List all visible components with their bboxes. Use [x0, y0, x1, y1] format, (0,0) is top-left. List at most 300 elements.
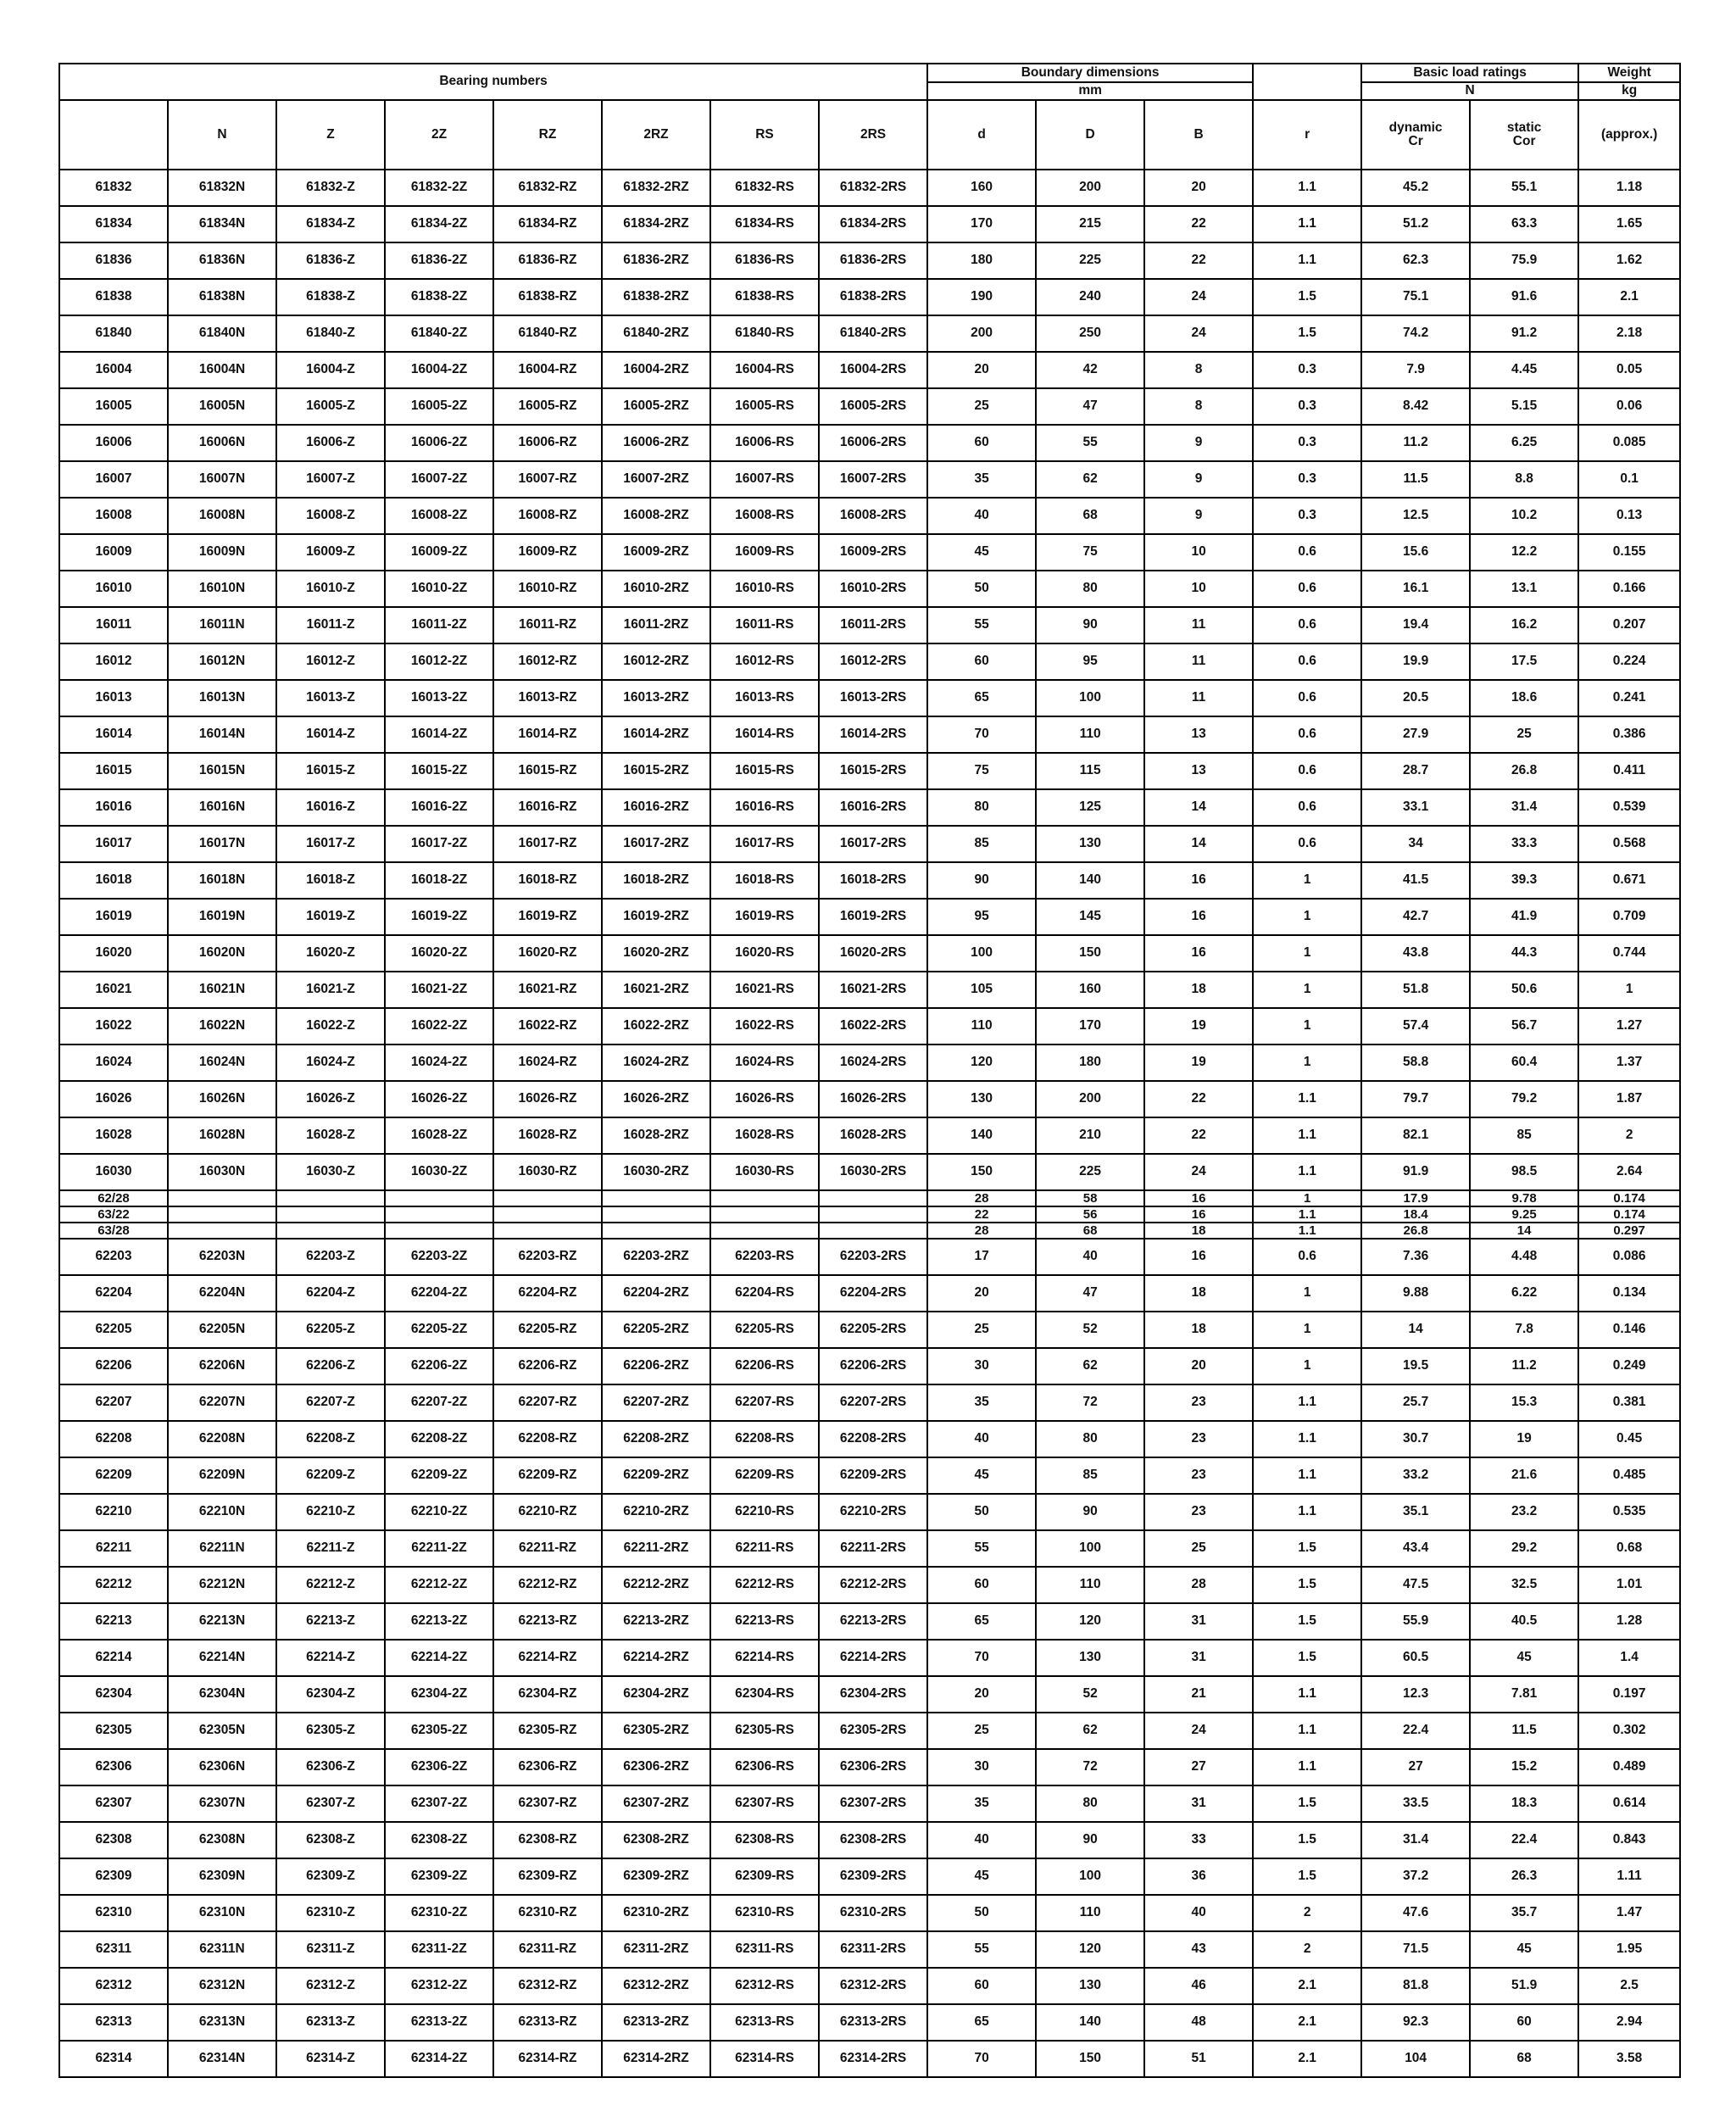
cell-2rz: 16022-2RZ: [602, 1008, 710, 1045]
cell-rs: 61836-RS: [710, 242, 819, 279]
col-rz-header: RZ: [493, 100, 602, 170]
table-row: [59, 498, 1680, 534]
cell-rz: 16020-RZ: [493, 935, 602, 972]
cell-weight: 1.65: [1578, 206, 1680, 242]
cell-n: 16021N: [168, 972, 276, 1008]
cell-z: 16017-Z: [276, 826, 385, 862]
cell-rs: 61832-RS: [710, 170, 819, 206]
cell-weight: 0.843: [1578, 1822, 1680, 1858]
col-static-header: [1470, 100, 1578, 170]
cell-d: 130: [927, 1081, 1036, 1117]
cell-n: 61840N: [168, 315, 276, 352]
cell-rs: 16010-RS: [710, 571, 819, 607]
cell-n: 61834N: [168, 206, 276, 242]
cell-static-cor: 11.5: [1470, 1713, 1578, 1749]
cell-dynamic-cr: 79.7: [1361, 1081, 1470, 1117]
cell-weight: 3.58: [1578, 2041, 1680, 2077]
cell-r: 1.5: [1253, 1603, 1361, 1640]
cell-b: 43: [1144, 1931, 1253, 1968]
cell-z: 62306-Z: [276, 1749, 385, 1785]
cell-b: 19: [1144, 1008, 1253, 1045]
cell-d: 45: [927, 1858, 1036, 1895]
cell-base: 16020: [59, 935, 168, 972]
cell-z: 62213-Z: [276, 1603, 385, 1640]
bearing-numbers-header: Bearing numbers: [59, 64, 927, 100]
cr-label: Cr: [1408, 134, 1423, 148]
boundary-dimensions-header: Boundary dimensions: [927, 64, 1253, 82]
cell-weight: 0.241: [1578, 680, 1680, 716]
cell-2rz: 62309-2RZ: [602, 1858, 710, 1895]
cell-n: 62305N: [168, 1713, 276, 1749]
cell-d: 25: [927, 1312, 1036, 1348]
col-b-header: B: [1144, 100, 1253, 170]
cell-2z: 62211-2Z: [385, 1530, 493, 1567]
cell-dynamic-cr: 92.3: [1361, 2004, 1470, 2041]
cell-rs: [710, 1190, 819, 1206]
cell-static-cor: 50.6: [1470, 972, 1578, 1008]
dynamic-label: dynamic: [1388, 120, 1443, 135]
cell-r: 2: [1253, 1931, 1361, 1968]
table-row: [59, 753, 1680, 789]
cell-n: 62304N: [168, 1676, 276, 1713]
cell-base: 62212: [59, 1567, 168, 1603]
cell-2rs: 62306-2RS: [819, 1749, 927, 1785]
cell-rs: 62204-RS: [710, 1275, 819, 1312]
cell-base: 62308: [59, 1822, 168, 1858]
cell-outer-d: 120: [1036, 1931, 1144, 1968]
cell-dynamic-cr: 37.2: [1361, 1858, 1470, 1895]
cell-r: 1: [1253, 1045, 1361, 1081]
cell-b: 20: [1144, 1348, 1253, 1384]
cell-d: 190: [927, 279, 1036, 315]
table-row: [59, 1968, 1680, 2004]
cell-2rs: 16016-2RS: [819, 789, 927, 826]
table-row: [59, 1457, 1680, 1494]
cell-z: 62304-Z: [276, 1676, 385, 1713]
table-row: [59, 826, 1680, 862]
cell-dynamic-cr: 12.5: [1361, 498, 1470, 534]
cell-2z: 16007-2Z: [385, 461, 493, 498]
cell-rz: 61838-RZ: [493, 279, 602, 315]
cell-2rs: 62304-2RS: [819, 1676, 927, 1713]
cell-z: 61840-Z: [276, 315, 385, 352]
cell-static-cor: 63.3: [1470, 206, 1578, 242]
basic-load-ratings-header: Basic load ratings: [1361, 64, 1578, 82]
cell-static-cor: 32.5: [1470, 1567, 1578, 1603]
cell-r: 0.6: [1253, 680, 1361, 716]
cell-dynamic-cr: 43.4: [1361, 1530, 1470, 1567]
cell-dynamic-cr: 57.4: [1361, 1008, 1470, 1045]
cell-base: 61834: [59, 206, 168, 242]
cell-b: 16: [1144, 935, 1253, 972]
cell-2rz: 62311-2RZ: [602, 1931, 710, 1968]
cell-rz: 16026-RZ: [493, 1081, 602, 1117]
cell-rs: 16028-RS: [710, 1117, 819, 1154]
cell-2rs: 62314-2RS: [819, 2041, 927, 2077]
cell-static-cor: 40.5: [1470, 1603, 1578, 1640]
cell-2z: 62307-2Z: [385, 1785, 493, 1822]
cell-z: 61834-Z: [276, 206, 385, 242]
cell-dynamic-cr: 28.7: [1361, 753, 1470, 789]
cell-r: 1: [1253, 935, 1361, 972]
cell-n: 16030N: [168, 1154, 276, 1190]
table-row: [59, 972, 1680, 1008]
cell-rz: 16030-RZ: [493, 1154, 602, 1190]
cell-static-cor: 9.78: [1470, 1190, 1578, 1206]
cell-static-cor: 45: [1470, 1931, 1578, 1968]
cell-weight: 1.11: [1578, 1858, 1680, 1895]
cell-z: 16007-Z: [276, 461, 385, 498]
cell-weight: 1.95: [1578, 1931, 1680, 1968]
cell-n: 62204N: [168, 1275, 276, 1312]
cell-base: 16011: [59, 607, 168, 643]
cell-r: 0.6: [1253, 643, 1361, 680]
table-row: [59, 1530, 1680, 1567]
cell-static-cor: 75.9: [1470, 242, 1578, 279]
cell-2z: [385, 1206, 493, 1223]
cell-dynamic-cr: 25.7: [1361, 1384, 1470, 1421]
cell-b: 25: [1144, 1530, 1253, 1567]
table-body: [59, 170, 1680, 2077]
cell-b: 22: [1144, 206, 1253, 242]
cell-2rz: 16014-2RZ: [602, 716, 710, 753]
table-row: [59, 352, 1680, 388]
cell-outer-d: 62: [1036, 1348, 1144, 1384]
cell-r: 1.1: [1253, 1117, 1361, 1154]
cell-r: 1.1: [1253, 1206, 1361, 1223]
cell-weight: 0.489: [1578, 1749, 1680, 1785]
cell-weight: 1.4: [1578, 1640, 1680, 1676]
cell-static-cor: 33.3: [1470, 826, 1578, 862]
cell-b: 22: [1144, 242, 1253, 279]
table-row: [59, 1603, 1680, 1640]
cell-static-cor: 15.2: [1470, 1749, 1578, 1785]
cell-d: 60: [927, 1968, 1036, 2004]
cell-r: 1.5: [1253, 279, 1361, 315]
cell-n: 16015N: [168, 753, 276, 789]
cell-n: 16016N: [168, 789, 276, 826]
cell-d: 110: [927, 1008, 1036, 1045]
cell-base: 62307: [59, 1785, 168, 1822]
table-row: [59, 1567, 1680, 1603]
cell-2z: 16005-2Z: [385, 388, 493, 425]
cell-z: 62211-Z: [276, 1530, 385, 1567]
cell-n: 16008N: [168, 498, 276, 534]
cell-d: 60: [927, 643, 1036, 680]
cell-rz: 16016-RZ: [493, 789, 602, 826]
cell-weight: 2.94: [1578, 2004, 1680, 2041]
cell-d: 35: [927, 461, 1036, 498]
cell-outer-d: 130: [1036, 1640, 1144, 1676]
cell-base: 62207: [59, 1384, 168, 1421]
cell-dynamic-cr: 19.5: [1361, 1348, 1470, 1384]
cell-n: 62314N: [168, 2041, 276, 2077]
cell-weight: 0.386: [1578, 716, 1680, 753]
cell-z: [276, 1223, 385, 1239]
cell-base: 16012: [59, 643, 168, 680]
cell-2z: 16010-2Z: [385, 571, 493, 607]
table-row: [59, 242, 1680, 279]
cell-weight: 2.18: [1578, 315, 1680, 352]
cell-n: 62206N: [168, 1348, 276, 1384]
cell-rz: 16008-RZ: [493, 498, 602, 534]
cell-2rz: 61832-2RZ: [602, 170, 710, 206]
cell-2rz: 62203-2RZ: [602, 1239, 710, 1275]
cell-weight: 1.27: [1578, 1008, 1680, 1045]
cell-rz: 16011-RZ: [493, 607, 602, 643]
cell-outer-d: 110: [1036, 1567, 1144, 1603]
cell-z: 16022-Z: [276, 1008, 385, 1045]
cell-static-cor: 9.25: [1470, 1206, 1578, 1223]
cell-outer-d: 56: [1036, 1206, 1144, 1223]
cell-base: 61836: [59, 242, 168, 279]
cell-2rz: 16005-2RZ: [602, 388, 710, 425]
cell-n: 16017N: [168, 826, 276, 862]
cell-d: 55: [927, 1931, 1036, 1968]
cell-2z: 62304-2Z: [385, 1676, 493, 1713]
cell-2rz: 16019-2RZ: [602, 899, 710, 935]
table-row: [59, 935, 1680, 972]
cell-weight: 1.01: [1578, 1567, 1680, 1603]
cell-2rz: 16021-2RZ: [602, 972, 710, 1008]
cell-2rs: 62206-2RS: [819, 1348, 927, 1384]
cell-static-cor: 7.81: [1470, 1676, 1578, 1713]
cell-static-cor: 4.48: [1470, 1239, 1578, 1275]
cell-z: 16028-Z: [276, 1117, 385, 1154]
cell-b: 33: [1144, 1822, 1253, 1858]
cell-static-cor: 6.25: [1470, 425, 1578, 461]
cell-dynamic-cr: 12.3: [1361, 1676, 1470, 1713]
cell-rz: 16021-RZ: [493, 972, 602, 1008]
cell-dynamic-cr: 81.8: [1361, 1968, 1470, 2004]
cell-d: 20: [927, 1676, 1036, 1713]
cell-2z: 61838-2Z: [385, 279, 493, 315]
cell-r: 2.1: [1253, 2041, 1361, 2077]
cell-d: 35: [927, 1384, 1036, 1421]
cell-rs: 16004-RS: [710, 352, 819, 388]
table-row: [59, 1785, 1680, 1822]
cell-weight: 0.166: [1578, 571, 1680, 607]
cell-base: 16009: [59, 534, 168, 571]
cell-weight: 0.68: [1578, 1530, 1680, 1567]
cell-rz: 16019-RZ: [493, 899, 602, 935]
cell-r: 0.3: [1253, 388, 1361, 425]
cell-n: 16010N: [168, 571, 276, 607]
cell-static-cor: 21.6: [1470, 1457, 1578, 1494]
cell-rs: 62304-RS: [710, 1676, 819, 1713]
cell-static-cor: 5.15: [1470, 388, 1578, 425]
cell-b: 40: [1144, 1895, 1253, 1931]
cell-weight: 1.18: [1578, 170, 1680, 206]
cell-weight: 1.37: [1578, 1045, 1680, 1081]
cell-2z: 16009-2Z: [385, 534, 493, 571]
cell-dynamic-cr: 11.5: [1361, 461, 1470, 498]
cell-static-cor: 7.8: [1470, 1312, 1578, 1348]
cell-dynamic-cr: 104: [1361, 2041, 1470, 2077]
cell-r: 1.5: [1253, 1785, 1361, 1822]
cell-b: 8: [1144, 352, 1253, 388]
cell-n: 16024N: [168, 1045, 276, 1081]
table-row: [59, 2004, 1680, 2041]
cell-rz: 16028-RZ: [493, 1117, 602, 1154]
cell-d: 150: [927, 1154, 1036, 1190]
cell-static-cor: 22.4: [1470, 1822, 1578, 1858]
cell-rz: 62204-RZ: [493, 1275, 602, 1312]
cell-rz: 16015-RZ: [493, 753, 602, 789]
table-row: [59, 1154, 1680, 1190]
table-row: [59, 534, 1680, 571]
cell-r: 2: [1253, 1895, 1361, 1931]
cell-dynamic-cr: 11.2: [1361, 425, 1470, 461]
cell-b: 11: [1144, 643, 1253, 680]
cell-weight: 2.1: [1578, 279, 1680, 315]
cell-base: 16024: [59, 1045, 168, 1081]
cell-z: 16009-Z: [276, 534, 385, 571]
cell-2rs: [819, 1190, 927, 1206]
cell-rs: 16016-RS: [710, 789, 819, 826]
cell-outer-d: 95: [1036, 643, 1144, 680]
static-label: static: [1506, 120, 1542, 135]
cell-rz: 62209-RZ: [493, 1457, 602, 1494]
cell-2rs: 61840-2RS: [819, 315, 927, 352]
cell-dynamic-cr: 62.3: [1361, 242, 1470, 279]
cell-d: 200: [927, 315, 1036, 352]
cell-2rs: 61832-2RS: [819, 170, 927, 206]
cell-2z: 16020-2Z: [385, 935, 493, 972]
cell-weight: 0.05: [1578, 352, 1680, 388]
cell-2z: 61832-2Z: [385, 170, 493, 206]
cell-2z: 62205-2Z: [385, 1312, 493, 1348]
cell-r: 0.6: [1253, 716, 1361, 753]
cell-2rs: [819, 1223, 927, 1239]
cell-rs: 16017-RS: [710, 826, 819, 862]
cell-base: 62209: [59, 1457, 168, 1494]
cell-2rs: 61836-2RS: [819, 242, 927, 279]
cell-weight: 1.87: [1578, 1081, 1680, 1117]
cell-weight: 0.086: [1578, 1239, 1680, 1275]
cell-weight: 0.535: [1578, 1494, 1680, 1530]
table-row: [59, 1421, 1680, 1457]
table-row: [59, 1931, 1680, 1968]
cell-d: 45: [927, 1457, 1036, 1494]
cell-2rz: 16030-2RZ: [602, 1154, 710, 1190]
cell-2rz: 62204-2RZ: [602, 1275, 710, 1312]
cell-b: 18: [1144, 1223, 1253, 1239]
cell-base: 16010: [59, 571, 168, 607]
cell-n: 16011N: [168, 607, 276, 643]
cell-z: 62206-Z: [276, 1348, 385, 1384]
cell-2z: 62305-2Z: [385, 1713, 493, 1749]
cell-n: 62211N: [168, 1530, 276, 1567]
cell-outer-d: 90: [1036, 1822, 1144, 1858]
cell-n: 16026N: [168, 1081, 276, 1117]
cell-b: 48: [1144, 2004, 1253, 2041]
table-row: [59, 1190, 1680, 1206]
cell-2rz: 61834-2RZ: [602, 206, 710, 242]
table-row: [59, 716, 1680, 753]
cell-dynamic-cr: 22.4: [1361, 1713, 1470, 1749]
cell-d: 160: [927, 170, 1036, 206]
cell-rz: 16014-RZ: [493, 716, 602, 753]
cell-outer-d: 80: [1036, 571, 1144, 607]
cell-weight: 0.174: [1578, 1190, 1680, 1206]
table-row: [59, 1239, 1680, 1275]
cell-static-cor: 44.3: [1470, 935, 1578, 972]
cell-rz: 16007-RZ: [493, 461, 602, 498]
table-row: [59, 1895, 1680, 1931]
cell-2z: 62212-2Z: [385, 1567, 493, 1603]
cell-weight: 0.709: [1578, 899, 1680, 935]
load-unit-header: N: [1361, 82, 1578, 100]
col-r-header: r: [1253, 100, 1361, 170]
cell-b: 51: [1144, 2041, 1253, 2077]
cell-rs: 16030-RS: [710, 1154, 819, 1190]
cell-z: 16006-Z: [276, 425, 385, 461]
cell-b: 16: [1144, 1190, 1253, 1206]
cell-2z: 62308-2Z: [385, 1822, 493, 1858]
cell-b: 31: [1144, 1603, 1253, 1640]
cell-n: 16014N: [168, 716, 276, 753]
cell-d: 70: [927, 716, 1036, 753]
table-row: [59, 1045, 1680, 1081]
cell-r: 1: [1253, 899, 1361, 935]
cell-b: 10: [1144, 571, 1253, 607]
cell-static-cor: 17.5: [1470, 643, 1578, 680]
cell-2z: 16024-2Z: [385, 1045, 493, 1081]
cell-rs: 62206-RS: [710, 1348, 819, 1384]
cell-r: 1.1: [1253, 1676, 1361, 1713]
table-row: [59, 1858, 1680, 1895]
col-2z-header: 2Z: [385, 100, 493, 170]
cell-r: 1.1: [1253, 1421, 1361, 1457]
cell-n: 62212N: [168, 1567, 276, 1603]
cell-static-cor: 55.1: [1470, 170, 1578, 206]
table-row: [59, 1206, 1680, 1223]
cell-base: 16017: [59, 826, 168, 862]
cell-dynamic-cr: 91.9: [1361, 1154, 1470, 1190]
cell-b: 9: [1144, 461, 1253, 498]
cell-2z: 16011-2Z: [385, 607, 493, 643]
cell-d: 55: [927, 1530, 1036, 1567]
cell-r: 0.6: [1253, 1239, 1361, 1275]
cell-rz: 62213-RZ: [493, 1603, 602, 1640]
cell-outer-d: 125: [1036, 789, 1144, 826]
cell-base: 62312: [59, 1968, 168, 2004]
cell-base: 62305: [59, 1713, 168, 1749]
cell-z: 16030-Z: [276, 1154, 385, 1190]
cell-2z: 62214-2Z: [385, 1640, 493, 1676]
cell-r: 1.1: [1253, 1223, 1361, 1239]
cell-weight: 0.224: [1578, 643, 1680, 680]
cell-2rz: 16017-2RZ: [602, 826, 710, 862]
cell-rs: 62311-RS: [710, 1931, 819, 1968]
cell-2z: 62309-2Z: [385, 1858, 493, 1895]
cell-b: 18: [1144, 1275, 1253, 1312]
cell-rs: 62214-RS: [710, 1640, 819, 1676]
cell-r: 1.1: [1253, 1154, 1361, 1190]
cell-d: 65: [927, 2004, 1036, 2041]
cell-2rs: 62213-2RS: [819, 1603, 927, 1640]
cell-rs: 16008-RS: [710, 498, 819, 534]
cell-2rz: 62213-2RZ: [602, 1603, 710, 1640]
cell-b: 18: [1144, 972, 1253, 1008]
cell-n: 62307N: [168, 1785, 276, 1822]
cell-d: 95: [927, 899, 1036, 935]
cell-base: 16013: [59, 680, 168, 716]
cell-rs: 16015-RS: [710, 753, 819, 789]
cell-2z: 62209-2Z: [385, 1457, 493, 1494]
cell-d: 120: [927, 1045, 1036, 1081]
